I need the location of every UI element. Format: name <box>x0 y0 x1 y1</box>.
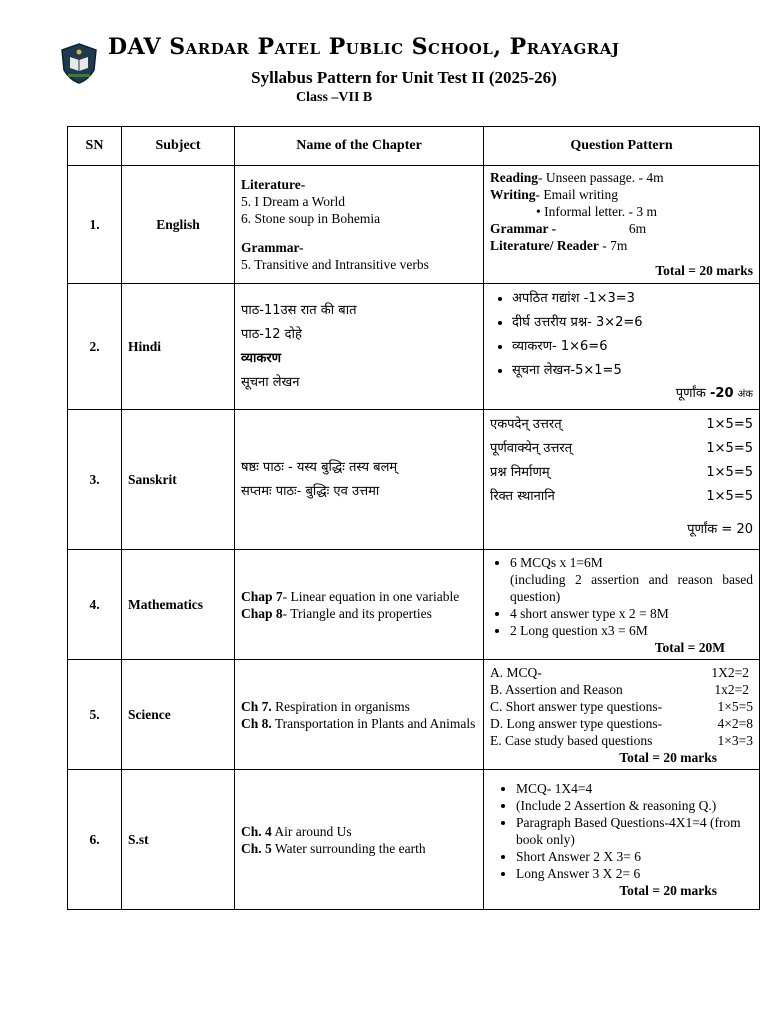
table-row <box>68 770 760 910</box>
chapter-item: Ch 7. Respiration in organisms <box>241 698 410 714</box>
chapter-item: षष्ठः पाठः - यस्य बुद्धिः तस्य बलम् <box>241 459 398 475</box>
chapter-heading: Grammar- <box>241 240 304 255</box>
pattern-item: Literature/ Reader - 7m <box>490 238 628 253</box>
row-subject: English <box>122 166 235 284</box>
pattern-item: • 6 MCQs x 1=6M (including 2 assertion and reason based question) <box>510 554 753 605</box>
pattern-item: • व्याकरण- 1×6=6 <box>512 335 753 359</box>
school-name: DAV Sardar Patel Public School, Prayagraj <box>108 34 620 60</box>
row-sn: 3. <box>68 410 122 550</box>
chapter-item: Ch. 4 Air around Us <box>241 823 352 839</box>
chapter-item: पाठ-12 दोहे <box>241 326 302 342</box>
pattern-item: • 2 Long question x3 = 6M <box>510 622 753 639</box>
page-header <box>0 0 768 120</box>
pattern-item: D. Long answer type questions- 4×2=8 <box>490 715 753 731</box>
pattern-item: • 4 short answer type x 2 = 8M <box>510 605 753 622</box>
row-chapters <box>235 410 484 550</box>
chapter-heading: व्याकरण <box>241 350 282 366</box>
pattern-item: Writing- Email writing <box>490 187 618 202</box>
chapter-item: 5. I Dream a World <box>241 194 346 209</box>
row-sn: 2. <box>68 284 122 410</box>
header-chapter: Name of the Chapter <box>235 127 484 166</box>
table-row <box>68 660 760 770</box>
pattern-item: C. Short answer type questions- 1×5=5 <box>490 698 753 714</box>
class-label: Class –VII B <box>296 90 373 105</box>
row-chapters <box>235 166 484 284</box>
pattern-item: • Informal letter. - 3 m <box>536 204 657 219</box>
pattern-item: B. Assertion and Reason 1x2=2 <box>490 681 749 697</box>
row-pattern <box>484 660 760 770</box>
pattern-item: • MCQ- 1X4=4 <box>516 780 753 797</box>
pattern-item: Grammar - 6m <box>490 221 647 236</box>
row-pattern <box>484 550 760 660</box>
row-chapters <box>235 284 484 410</box>
pattern-item: प्रश्न निर्माणम् 1×5=5 <box>490 465 753 480</box>
table-row <box>68 550 760 660</box>
pattern-item: • (Include 2 Assertion & reasoning Q.) <box>516 797 753 814</box>
row-sn: 6. <box>68 770 122 910</box>
pattern-list <box>490 554 753 639</box>
header-pattern: Question Pattern <box>484 127 760 166</box>
pattern-list <box>490 287 753 383</box>
chapter-item: 5. Transitive and Intransitive verbs <box>241 257 429 272</box>
row-subject: Hindi <box>122 284 235 410</box>
pattern-total: Total = 20 marks <box>619 883 717 898</box>
pattern-item: A. MCQ- 1X2=2 <box>490 664 749 680</box>
row-subject: Sanskrit <box>122 410 235 550</box>
row-pattern <box>484 166 760 284</box>
pattern-item: • Paragraph Based Questions-4X1=4 (from book only) <box>516 814 753 848</box>
row-subject: Mathematics <box>122 550 235 660</box>
pattern-item: एकपदेन् उत्तरत् 1×5=5 <box>490 417 753 432</box>
table-row <box>68 166 760 284</box>
table-row <box>68 410 760 550</box>
chapter-item: सप्तमः पाठः- बुद्धिः एव उत्तमा <box>241 483 380 499</box>
pattern-total: Total = 20M <box>654 639 725 655</box>
pattern-list <box>490 780 753 882</box>
row-pattern <box>484 284 760 410</box>
row-chapters <box>235 660 484 770</box>
pattern-item: • Long Answer 3 X 2= 6 <box>516 865 753 882</box>
row-pattern <box>484 410 760 550</box>
pattern-total: पूर्णांक -20 अंक <box>675 386 753 401</box>
chapter-item: सूचना लेखन <box>241 374 300 390</box>
pattern-total: Total = 20 marks <box>655 263 753 278</box>
row-sn: 5. <box>68 660 122 770</box>
row-sn: 4. <box>68 550 122 660</box>
page-subtitle: Syllabus Pattern for Unit Test II (2025-26) <box>251 68 557 87</box>
pattern-item: • दीर्घ उत्तरीय प्रश्न- 3×2=6 <box>512 311 753 335</box>
pattern-item: • अपठित गद्यांश -1×3=3 <box>512 287 753 311</box>
pattern-item: • Short Answer 2 X 3= 6 <box>516 848 753 865</box>
header-sn: SN <box>68 127 122 166</box>
chapter-item: Chap 7- Linear equation in one variable <box>241 588 460 604</box>
chapter-item: Ch. 5 Water surrounding the earth <box>241 840 426 856</box>
pattern-item: रिक्त स्थानानि 1×5=5 <box>490 489 753 504</box>
chapter-heading: Literature- <box>241 177 306 192</box>
syllabus-table <box>67 126 760 910</box>
chapter-item: Ch 8. Transportation in Plants and Animals <box>241 715 476 731</box>
row-subject: Science <box>122 660 235 770</box>
row-subject: S.st <box>122 770 235 910</box>
pattern-item: पूर्णवाक्येन् उत्तरत् 1×5=5 <box>490 441 753 456</box>
header-subject: Subject <box>122 127 235 166</box>
pattern-item: Reading- Unseen passage. - 4m <box>490 170 664 185</box>
row-chapters <box>235 770 484 910</box>
chapter-item: Chap 8- Triangle and its properties <box>241 605 432 621</box>
chapter-item: पाठ-11उस रात की बात <box>241 302 357 318</box>
pattern-item: • सूचना लेखन-5×1=5 <box>512 359 753 383</box>
pattern-item: E. Case study based questions 1×3=3 <box>490 732 753 748</box>
pattern-total: पूर्णांक = 20 <box>687 522 753 537</box>
table-row <box>68 284 760 410</box>
row-sn: 1. <box>68 166 122 284</box>
table-header-row <box>68 127 760 166</box>
chapter-item: 6. Stone soup in Bohemia <box>241 211 381 226</box>
pattern-total: Total = 20 marks <box>619 749 717 765</box>
row-chapters <box>235 550 484 660</box>
row-pattern <box>484 770 760 910</box>
